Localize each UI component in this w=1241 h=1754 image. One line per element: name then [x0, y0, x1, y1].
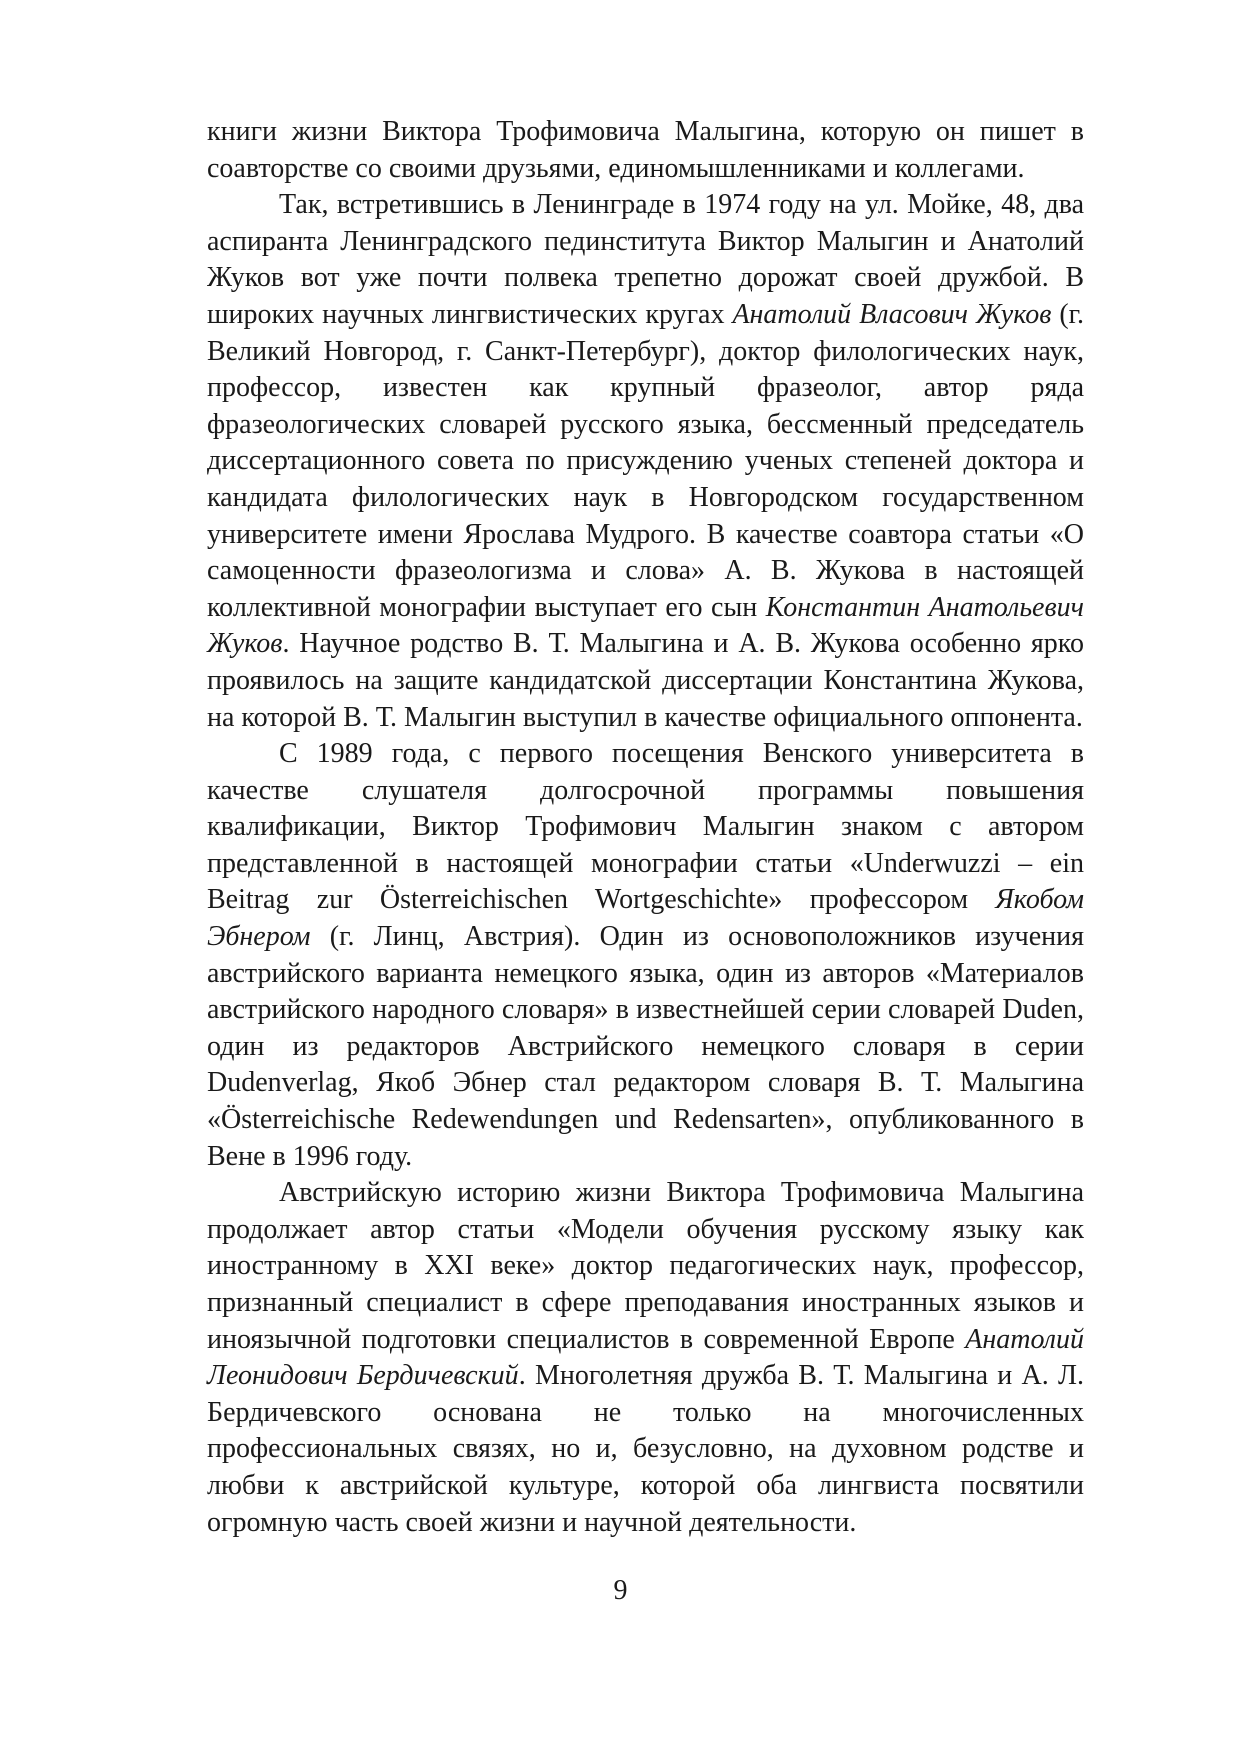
author-name-zhukov-av: Анатолий Власович Жуков — [732, 298, 1052, 330]
paragraph-3-text-2: (г. Линц, Австрия). Один из основоположников изучения австрийского варианта немецкого языка, один из авторов «Материалов австрийского народного словаря» в известнейшей серии словарей Duden, один из редакторов Австрийского немецкого словаря в серии Dudenverlag, Якоб Эбнер стал редактором словаря В. Т. Малыгина «Österreichische Redewendungen und Redensarten», опубликованного в Вене в 1996 году. — [207, 921, 1084, 1172]
paragraph-3 — [207, 736, 1084, 1175]
paragraph-3-text-1: С 1989 года, с первого посещения Венского университета в качестве слушателя долгосрочной программы повышения квалификации, Виктор Трофимович Малыгин знаком с автором представленной в настоящей монографии статьи «Underwuzzi – ein Beitrag zur Österreichischen Wortgeschichte» профессором — [207, 738, 1084, 916]
paragraph-4-text-1: Австрийскую историю жизни Виктора Трофимовича Малыгина продолжает автор статьи «Модели обучения русскому языку как иностранному в XXI веке» доктор педагогических наук, профессор, признанный специалист в сфере преподавания иностранных языков и иноязычной подготовки специалистов в современной Европе — [207, 1177, 1084, 1355]
author-name-ebner: Якобом Эбнером — [207, 884, 1084, 953]
page-number: 9 — [613, 1575, 628, 1606]
paragraph-2 — [207, 187, 1084, 736]
paragraph-4 — [207, 1175, 1084, 1541]
paragraph-1-text: книги жизни Виктора Трофимовича Малыгина, которую он пишет в соавторстве со своими друзьями, единомышленниками и коллегами. — [207, 116, 1084, 184]
paragraph-2-text-1: Так, встретившись в Ленинграде в 1974 году на ул. Мойке, 48, два аспиранта Ленинградского пединститута Виктор Малыгин и Анатолий Жуков вот уже почти полвека трепетно дорожат своей дружбой. В широких научных лингвистических кругах — [207, 189, 1084, 330]
author-name-zhukov-ka: Константин Анатольевич Жуков — [207, 591, 1084, 660]
paragraph-2-text-3: . Научное родство В. Т. Малыгина и А. В. Жукова особенно ярко проявилось на защите кандидатской диссертации Константина Жукова, на которой В. Т. Малыгин выступил в качестве официального оппонента. — [207, 628, 1084, 733]
paragraph-1 — [207, 114, 1084, 187]
paragraph-2-text-2: (г. Великий Новгород, г. Санкт-Петербург), доктор филологических наук, профессор, известен как крупный фразеолог, автор ряда фразеологических словарей русского языка, бессменный председатель диссертационного совета по присуждению ученых степеней доктора и кандидата филологических наук в Новгородском государственном университете имени Ярослава Мудрого. В качестве соавтора статьи «О самоценности фразеологизма и слова» А. В. Жукова в настоящей коллективной монографии выступает его сын — [207, 298, 1084, 623]
page-body — [207, 114, 1084, 1541]
paragraph-4-text-2: . Многолетняя дружба В. Т. Малыгина и А. Л. Бердичевского основана не только на многочисленных профессиональных связях, но и, безусловно, на духовном родстве и любви к австрийской культуре, которой оба лингвиста посвятили огромную часть своей жизни и научной деятельности. — [207, 1360, 1085, 1538]
author-name-berdichevsky: Анатолий Леонидович Бердичевский — [207, 1323, 1084, 1392]
